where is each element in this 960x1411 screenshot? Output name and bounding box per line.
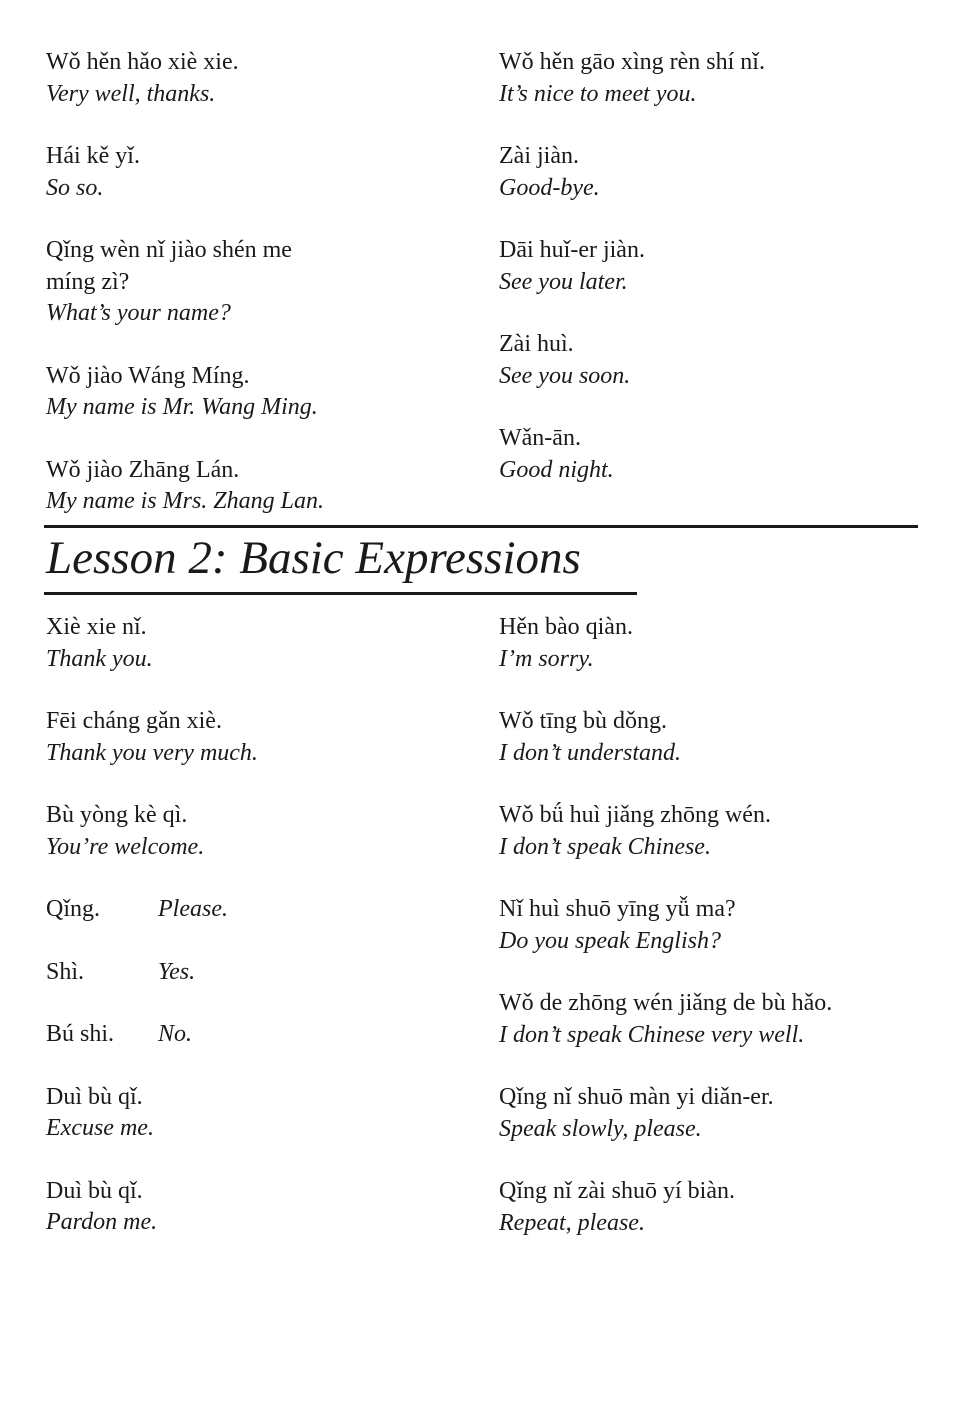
phrase-pinyin: Hái kě yǐ. [46,143,140,169]
lesson2-right-column [499,612,919,1270]
phrase-entry [499,988,919,1051]
phrase-english: Excuse me. [46,1115,154,1141]
phrase-english: Thank you. [46,645,153,672]
phrase-english: No. [158,1021,193,1047]
phrase-entry-inline [46,957,466,989]
phrase-english: I don’t speak Chinese. [499,833,711,860]
phrase-english: It’s nice to meet you. [499,80,697,107]
phrase-pinyin: Dāi huǐ-er jiàn. [499,237,645,263]
lesson2-left-column [46,612,466,1270]
phrase-english: Good night. [499,456,614,483]
phrase-pinyin: Bù yòng kè qì. [46,802,188,828]
phrase-entry [46,47,466,110]
phrase-english: Please. [158,896,228,922]
phrase-english: My name is Mr. Wang Ming. [46,394,318,420]
phrase-pinyin: Qǐng wèn nǐ jiào shén me [46,237,292,263]
phrase-english: So so. [46,174,104,201]
phrase-entry [46,612,466,675]
phrase-pinyin: Qǐng nǐ shuō màn yi diǎn-er. [499,1084,774,1110]
phrase-english: My name is Mrs. Zhang Lan. [46,488,325,514]
phrase-pinyin: Wǒ jiào Wáng Míng. [46,362,250,389]
phrase-pinyin: Qǐng. [46,896,100,922]
phrase-pinyin: Wǒ hěn gāo xìng rèn shí nǐ. [499,49,765,75]
phrase-english: You’re welcome. [46,833,205,860]
phrase-entry [499,141,919,204]
phrase-entry [46,800,466,863]
phrase-entry [499,329,919,392]
phrase-pinyin: Duì bù qǐ. [46,1177,143,1204]
phrase-english: Repeat, please. [499,1209,645,1236]
phrase-pinyin: Nǐ huì shuō yīng yǚ ma? [499,896,736,922]
phrase-english: Speak slowly, please. [499,1115,702,1142]
phrase-pinyin: Zài huì. [499,331,574,357]
phrase-english: Pardon me. [46,1209,158,1235]
phrase-pinyin: Wǒ jiào Zhāng Lán. [46,456,240,483]
phrase-pinyin: Fēi cháng gǎn xiè. [46,708,222,734]
phrase-pinyin: Wǎn-ān. [499,425,581,451]
phrase-entry [499,47,919,110]
phrase-entry [499,235,919,298]
phrase-pinyin: Duì bù qǐ. [46,1083,143,1110]
phrase-english: I don’t speak Chinese very well. [499,1021,805,1048]
lesson-title: Lesson 2: Basic Expressions [46,532,581,584]
phrase-english: Do you speak English? [499,927,721,954]
phrase-entry [499,706,919,769]
phrase-pinyin: Shì. [46,958,85,985]
phrase-entry [499,423,919,486]
phrase-pinyin: Wǒ bǘ huì jiǎng zhōng wén. [499,802,771,828]
phrase-pinyin: Hěn bào qiàn. [499,614,633,640]
phrase-pinyin: Wǒ hěn hǎo xiè xie. [46,49,239,75]
phrase-entry [46,1082,466,1145]
phrase-pinyin: Wǒ de zhōng wén jiǎng de bù hǎo. [499,990,833,1016]
phrase-pinyin: Xiè xie nǐ. [46,614,147,640]
phrase-english: I don’t understand. [499,739,681,766]
phrase-entry [46,455,466,518]
phrase-entry [46,361,466,424]
phrase-english: See you later. [499,268,628,295]
phrase-pinyin: Zài jiàn. [499,143,579,169]
title-underline-rule [44,592,637,595]
phrase-entry [499,1176,919,1239]
phrase-entry [46,1176,466,1239]
phrase-english: Thank you very much. [46,739,258,766]
phrase-entry [46,706,466,769]
phrase-pinyin-continued: míng zì? [46,268,130,295]
phrase-english: See you soon. [499,362,631,389]
phrase-entry-inline [46,1019,466,1051]
phrase-english: Yes. [158,958,196,985]
section1-right-column [499,47,919,517]
phrase-entry [499,1082,919,1145]
phrase-pinyin: Bú shi. [46,1021,115,1047]
phrase-english: Very well, thanks. [46,80,216,107]
phrase-english: What’s your name? [46,300,231,326]
phrase-entry [46,235,466,330]
phrase-pinyin: Qǐng nǐ zài shuō yí biàn. [499,1178,735,1204]
section1-left-column [46,47,466,549]
phrase-entry [499,894,919,957]
phrase-entry [499,800,919,863]
phrase-entry-inline [46,894,466,926]
phrase-english: Good-bye. [499,174,600,201]
phrase-pinyin: Wǒ tīng bù dǒng. [499,708,667,734]
phrase-entry [499,612,919,675]
phrase-entry [46,141,466,204]
phrase-english: I’m sorry. [499,645,594,672]
